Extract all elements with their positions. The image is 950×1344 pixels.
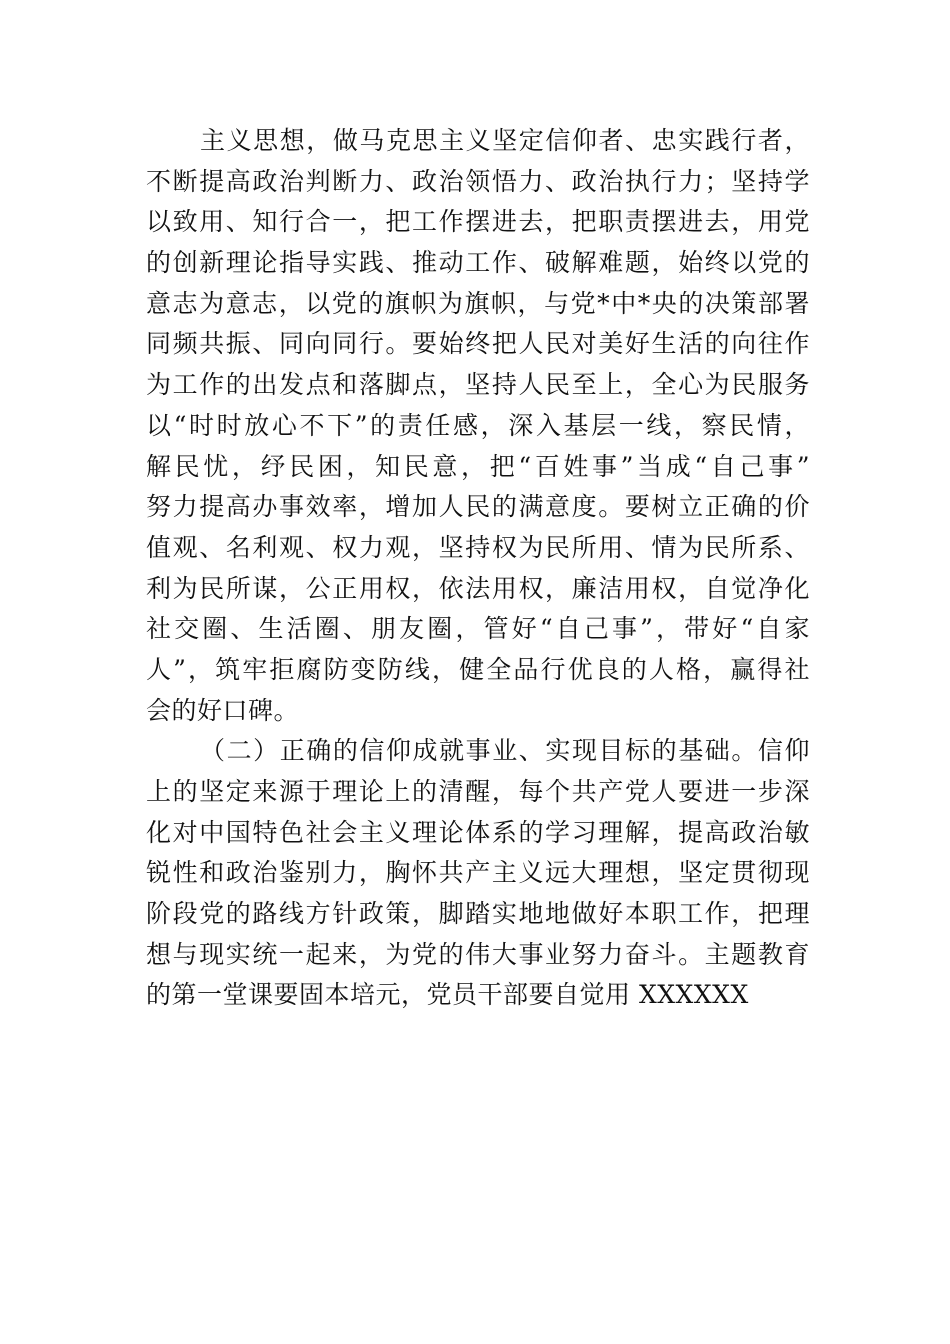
text-line: 人”，筑牢拒腐防变防线，健全品行优良的人格，赢得社 <box>146 654 810 684</box>
body-text <box>146 121 810 1016</box>
text-line: 值观、名利观、权力观，坚持权为民所用、情为民所系、 <box>146 532 810 562</box>
section-heading-line: （二）正确的信仰成就事业、实现目标的基础。信仰 <box>200 736 810 766</box>
text-line: 为工作的出发点和落脚点，坚持人民至上，全心为民服务 <box>146 370 810 400</box>
text-line: 以致用、知行合一，把工作摆进去，把职责摆进去，用党 <box>146 207 810 237</box>
text-line: 以“时时放心不下”的责任感，深入基层一线，察民情， <box>146 410 810 440</box>
text-line: 社交圈、生活圈、朋友圈，管好“自己事”，带好“自家 <box>146 614 810 644</box>
text-line: 会的好口碑。 <box>146 695 300 725</box>
text-line: 上的坚定来源于理论上的清醒，每个共产党人要进一步深 <box>146 777 810 806</box>
text-line: 解民忧，纾民困，知民意，把“百姓事”当成“自己事” <box>146 451 810 481</box>
text-line: 的第一堂课要固本培元，党员干部要自觉用 XXXXXX <box>146 980 749 1010</box>
text-line: 主义思想，做马克思主义坚定信仰者、忠实践行者， <box>200 126 810 155</box>
text-line: 不断提高政治判断力、政治领悟力、政治执行力；坚持学 <box>146 166 810 196</box>
text-line: 利为民所谋，公正用权，依法用权，廉洁用权，自觉净化 <box>146 573 810 603</box>
text-line: 锐性和政治鉴别力，胸怀共产主义远大理想，坚定贯彻现 <box>146 858 810 888</box>
text-line: 同频共振、同向同行。要始终把人民对美好生活的向往作 <box>146 329 810 359</box>
text-line: 努力提高办事效率，增加人民的满意度。要树立正确的价 <box>146 492 810 522</box>
text-line: 意志为意志，以党的旗帜为旗帜，与党*中*央的决策部署 <box>146 288 810 318</box>
paragraph-1 <box>146 121 810 731</box>
text-line: 的创新理论指导实践、推动工作、破解难题，始终以党的 <box>146 248 810 278</box>
text-line: 想与现实统一起来，为党的伟大事业努力奋斗。主题教育 <box>146 939 810 969</box>
text-line: 化对中国特色社会主义理论体系的学习理解，提高政治敏 <box>146 817 810 847</box>
paragraph-2 <box>146 731 810 1016</box>
text-line: 阶段党的路线方针政策，脚踏实地地做好本职工作，把理 <box>146 899 810 929</box>
